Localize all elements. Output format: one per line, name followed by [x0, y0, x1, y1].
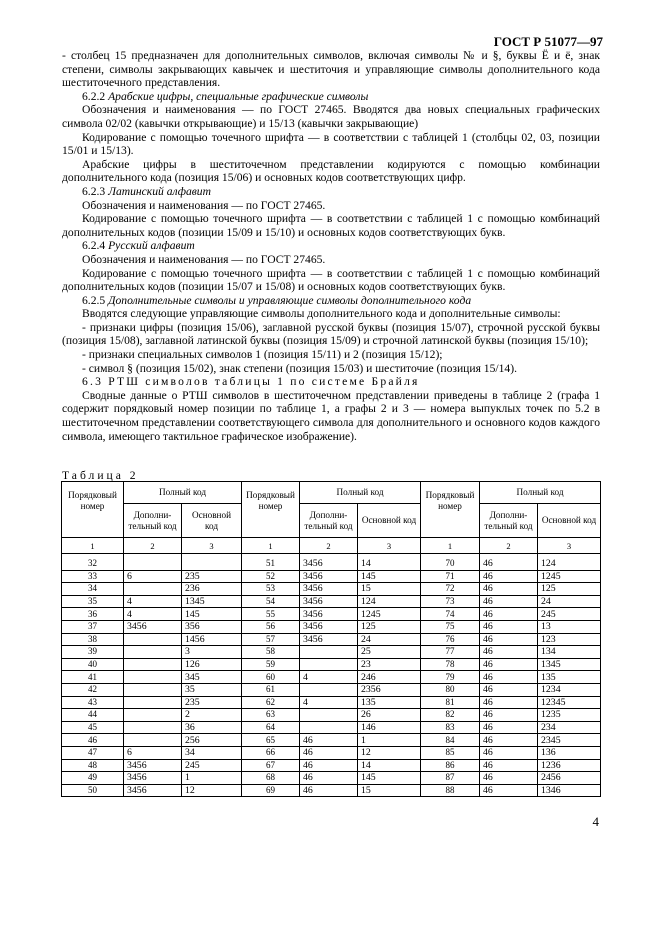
main-code-cell: 12 — [182, 784, 242, 797]
order-number-cell: 56 — [242, 620, 300, 633]
order-number-cell: 53 — [242, 583, 300, 596]
table-row — [62, 746, 601, 759]
main-code-cell: 2345 — [538, 734, 601, 747]
table-row — [62, 696, 601, 709]
additional-code-cell: 46 — [480, 721, 538, 734]
order-number-cell: 39 — [62, 646, 124, 659]
order-number-cell: 35 — [62, 595, 124, 608]
additional-code-cell: 46 — [300, 734, 358, 747]
additional-code-cell: 6 — [124, 570, 182, 583]
column-index: 2 — [300, 538, 358, 554]
order-number-cell: 33 — [62, 570, 124, 583]
additional-code-cell — [124, 583, 182, 596]
additional-code-cell: 46 — [480, 734, 538, 747]
additional-code-cell: 46 — [480, 595, 538, 608]
main-code-cell: 35 — [182, 683, 242, 696]
main-code-cell: 2456 — [538, 772, 601, 785]
braille-code-table — [61, 481, 601, 797]
column-index: 2 — [124, 538, 182, 554]
additional-code-cell — [124, 554, 182, 571]
main-code-cell: 126 — [182, 658, 242, 671]
order-number-cell: 79 — [421, 671, 480, 684]
additional-code-cell: 46 — [480, 784, 538, 797]
body-text — [62, 49, 600, 443]
order-number-cell: 66 — [242, 746, 300, 759]
order-number-cell: 77 — [421, 646, 480, 659]
section-heading: 6.3 РТШ символов таблицы 1 по системе Брайля — [82, 375, 420, 389]
main-code-cell: 2 — [182, 709, 242, 722]
additional-code-cell: 4 — [300, 696, 358, 709]
main-code-cell: 1236 — [538, 759, 601, 772]
table-row — [62, 595, 601, 608]
column-index: 3 — [358, 538, 421, 554]
section-number: 6.2.5 — [82, 293, 106, 307]
order-number-cell: 73 — [421, 595, 480, 608]
additional-code-cell: 46 — [480, 772, 538, 785]
main-code-cell: 1 — [182, 772, 242, 785]
header-order-number: Порядковый номер — [421, 482, 480, 538]
header-additional-code: Дополни-тельный код — [124, 504, 182, 538]
section-number: 6.2.2 — [82, 89, 106, 103]
order-number-cell: 61 — [242, 683, 300, 696]
paragraph: Вводятся следующие управляющие символы дополнительного кода и дополнительные символы: — [82, 307, 561, 321]
section-number: 6.2.4 — [82, 239, 106, 253]
additional-code-cell: 3456 — [300, 583, 358, 596]
header-additional-code: Дополни-тельный код — [480, 504, 538, 538]
table-row — [62, 633, 601, 646]
additional-code-cell: 4 — [124, 595, 182, 608]
additional-code-cell — [300, 683, 358, 696]
order-number-cell: 49 — [62, 772, 124, 785]
additional-code-cell — [124, 721, 182, 734]
order-number-cell: 51 — [242, 554, 300, 571]
table-row — [62, 608, 601, 621]
order-number-cell: 32 — [62, 554, 124, 571]
additional-code-cell — [124, 734, 182, 747]
main-code-cell: 3 — [182, 646, 242, 659]
order-number-cell: 43 — [62, 696, 124, 709]
main-code-cell: 125 — [538, 583, 601, 596]
table-row — [62, 583, 601, 596]
main-code-cell: 15 — [358, 583, 421, 596]
main-code-cell: 12345 — [538, 696, 601, 709]
order-number-cell: 60 — [242, 671, 300, 684]
main-code-cell: 1345 — [538, 658, 601, 671]
order-number-cell: 48 — [62, 759, 124, 772]
section-heading — [62, 185, 600, 199]
main-code-cell: 145 — [358, 772, 421, 785]
main-code-cell: 146 — [358, 721, 421, 734]
main-code-cell: 24 — [538, 595, 601, 608]
additional-code-cell — [300, 721, 358, 734]
additional-code-cell — [300, 658, 358, 671]
additional-code-cell: 3456 — [124, 772, 182, 785]
table-row — [62, 721, 601, 734]
order-number-cell: 40 — [62, 658, 124, 671]
table-body — [62, 554, 601, 797]
main-code-cell: 356 — [182, 620, 242, 633]
order-number-cell: 36 — [62, 608, 124, 621]
section-number: 6.2.3 — [82, 184, 106, 198]
main-code-cell: 135 — [538, 671, 601, 684]
additional-code-cell: 46 — [480, 683, 538, 696]
main-code-cell: 145 — [182, 608, 242, 621]
column-index: 3 — [182, 538, 242, 554]
main-code-cell: 245 — [182, 759, 242, 772]
header-main-code: Основной код — [358, 504, 421, 538]
additional-code-cell: 6 — [124, 746, 182, 759]
order-number-cell: 38 — [62, 633, 124, 646]
main-code-cell: 26 — [358, 709, 421, 722]
table-row — [62, 709, 601, 722]
main-code-cell: 235 — [182, 696, 242, 709]
additional-code-cell — [124, 671, 182, 684]
order-number-cell: 75 — [421, 620, 480, 633]
main-code-cell: 14 — [358, 759, 421, 772]
main-code-cell: 124 — [358, 595, 421, 608]
order-number-cell: 57 — [242, 633, 300, 646]
main-code-cell: 1346 — [538, 784, 601, 797]
column-index: 2 — [480, 538, 538, 554]
additional-code-cell — [300, 709, 358, 722]
order-number-cell: 54 — [242, 595, 300, 608]
additional-code-cell: 3456 — [124, 759, 182, 772]
header-additional-code: Дополни-тельный код — [300, 504, 358, 538]
main-code-cell: 14 — [358, 554, 421, 571]
main-code-cell: 1 — [358, 734, 421, 747]
order-number-cell: 52 — [242, 570, 300, 583]
order-number-cell: 34 — [62, 583, 124, 596]
paragraph: Обозначения и наименования — по ГОСТ 27465. — [82, 198, 326, 212]
additional-code-cell: 46 — [480, 608, 538, 621]
main-code-cell: 24 — [358, 633, 421, 646]
header-full-code: Полный код — [480, 482, 601, 504]
additional-code-cell: 46 — [480, 658, 538, 671]
additional-code-cell — [124, 696, 182, 709]
order-number-cell: 58 — [242, 646, 300, 659]
additional-code-cell: 3456 — [300, 554, 358, 571]
column-index: 1 — [242, 538, 300, 554]
additional-code-cell: 46 — [480, 759, 538, 772]
main-code-cell: 36 — [182, 721, 242, 734]
order-number-cell: 83 — [421, 721, 480, 734]
additional-code-cell — [124, 633, 182, 646]
order-number-cell: 47 — [62, 746, 124, 759]
header-main-code: Основной код — [538, 504, 601, 538]
main-code-cell: 25 — [358, 646, 421, 659]
paragraph: - столбец 15 предназначен для дополнительных символов, включая символы № и §, буквы Ё и ё, знак степени, символы закрывающих кавычек и шеститочия и управляющие символы дополнительного кода шеститочечного представления. — [62, 49, 600, 90]
header-full-code: Полный код — [300, 482, 421, 504]
order-number-cell: 50 — [62, 784, 124, 797]
main-code-cell: 134 — [538, 646, 601, 659]
order-number-cell: 69 — [242, 784, 300, 797]
list-item: - признаки цифры (позиция 15/06), заглавной русской буквы (позиция 15/07), строчной русской буквы (позиция 15/08), заглавной латинской буквы (позиция 15/09) и строчной латинской буквы (позиция 15/10); — [62, 320, 600, 348]
main-code-cell: 23 — [358, 658, 421, 671]
order-number-cell: 88 — [421, 784, 480, 797]
order-number-cell: 87 — [421, 772, 480, 785]
main-code-cell: 125 — [358, 620, 421, 633]
list-item: - символ § (позиция 15/02), знак степени (позиция 15/03) и шеститочие (позиция 15/14). — [82, 361, 517, 375]
order-number-cell: 62 — [242, 696, 300, 709]
table-row — [62, 646, 601, 659]
additional-code-cell: 46 — [480, 554, 538, 571]
main-code-cell: 124 — [538, 554, 601, 571]
main-code-cell: 246 — [358, 671, 421, 684]
table-row — [62, 671, 601, 684]
order-number-cell: 76 — [421, 633, 480, 646]
additional-code-cell: 3456 — [300, 608, 358, 621]
additional-code-cell: 46 — [480, 646, 538, 659]
main-code-cell: 1245 — [358, 608, 421, 621]
order-number-cell: 63 — [242, 709, 300, 722]
additional-code-cell: 46 — [480, 746, 538, 759]
additional-code-cell: 46 — [300, 772, 358, 785]
document-header: ГОСТ Р 51077—97 — [493, 34, 603, 49]
page-number: 4 — [592, 814, 599, 829]
main-code-cell: 1345 — [182, 595, 242, 608]
paragraph: Обозначения и наименования — по ГОСТ 27465. — [82, 252, 326, 266]
additional-code-cell: 3456 — [300, 633, 358, 646]
order-number-cell: 45 — [62, 721, 124, 734]
additional-code-cell: 46 — [480, 583, 538, 596]
main-code-cell: 136 — [538, 746, 601, 759]
main-code-cell: 1456 — [182, 633, 242, 646]
section-heading — [62, 294, 600, 308]
main-code-cell: 1245 — [538, 570, 601, 583]
order-number-cell: 70 — [421, 554, 480, 571]
main-code-cell — [182, 554, 242, 571]
main-code-cell: 123 — [538, 633, 601, 646]
main-code-cell: 34 — [182, 746, 242, 759]
order-number-cell: 42 — [62, 683, 124, 696]
column-index: 3 — [538, 538, 601, 554]
table-row — [62, 759, 601, 772]
order-number-cell: 59 — [242, 658, 300, 671]
table-row — [62, 683, 601, 696]
order-number-cell: 65 — [242, 734, 300, 747]
main-code-cell: 245 — [538, 608, 601, 621]
order-number-cell: 86 — [421, 759, 480, 772]
main-code-cell: 145 — [358, 570, 421, 583]
additional-code-cell: 46 — [480, 671, 538, 684]
additional-code-cell: 4 — [124, 608, 182, 621]
order-number-cell: 74 — [421, 608, 480, 621]
header-order-number: Порядковый номер — [242, 482, 300, 538]
order-number-cell: 81 — [421, 696, 480, 709]
paragraph: Кодирование с помощью точечного шрифта — в соответствии с таблицей 1 (столбцы 02, 03, позиции 15/01 и 15/13). — [62, 130, 600, 158]
paragraph: Обозначения и наименования — по ГОСТ 27465. Вводятся два новых специальных графических символа 02/02 (кавычки открывающие) и 15/13 (кавычки закрывающие) — [62, 103, 600, 130]
main-code-cell: 13 — [538, 620, 601, 633]
header-main-code: Основной код — [182, 504, 242, 538]
paragraph: Кодирование с помощью точечного шрифта — в соответствии с таблицей 1 с помощью комбинаций дополнительных кодов (позиции 15/07 и 15/08) и основных кодов соответствующих букв. — [62, 266, 600, 294]
additional-code-cell — [124, 646, 182, 659]
main-code-cell: 236 — [182, 583, 242, 596]
main-code-cell: 1234 — [538, 683, 601, 696]
table-row — [62, 554, 601, 571]
additional-code-cell: 3456 — [124, 784, 182, 797]
main-code-cell: 2356 — [358, 683, 421, 696]
list-item: - признаки специальных символов 1 (позиция 15/11) и 2 (позиция 15/12); — [82, 348, 443, 362]
order-number-cell: 82 — [421, 709, 480, 722]
order-number-cell: 78 — [421, 658, 480, 671]
header-order-number: Порядковый номер — [62, 482, 124, 538]
additional-code-cell: 46 — [480, 633, 538, 646]
main-code-cell: 1235 — [538, 709, 601, 722]
additional-code-cell: 4 — [300, 671, 358, 684]
table-caption: Таблица 2 — [62, 469, 139, 482]
paragraph: Сводные данные о РТШ символов в шеститочечном представлении приведены в таблице 2 (графа 1 содержит порядковый номер позиции по таблице 1, а графы 2 и 3 — номера выпуклых точек по 5.2 в шеститочечном представлении соответствующего символа для дополнительного и основного кодов каждого символа, имеющего тактильное графическое изображение). — [62, 388, 600, 443]
main-code-cell: 12 — [358, 746, 421, 759]
additional-code-cell: 46 — [300, 759, 358, 772]
additional-code-cell — [124, 683, 182, 696]
order-number-cell: 72 — [421, 583, 480, 596]
main-code-cell: 345 — [182, 671, 242, 684]
order-number-cell: 64 — [242, 721, 300, 734]
additional-code-cell: 3456 — [300, 570, 358, 583]
header-full-code: Полный код — [124, 482, 242, 504]
section-heading — [62, 239, 600, 253]
additional-code-cell: 3456 — [124, 620, 182, 633]
table-row — [62, 772, 601, 785]
column-index: 1 — [62, 538, 124, 554]
order-number-cell: 80 — [421, 683, 480, 696]
order-number-cell: 85 — [421, 746, 480, 759]
main-code-cell: 235 — [182, 570, 242, 583]
section-title: Дополнительные символы и управляющие символы дополнительного кода — [108, 293, 472, 307]
section-title: Русский алфавит — [108, 239, 195, 253]
column-index: 1 — [421, 538, 480, 554]
additional-code-cell — [300, 646, 358, 659]
additional-code-cell: 46 — [300, 746, 358, 759]
main-code-cell: 135 — [358, 696, 421, 709]
additional-code-cell — [124, 658, 182, 671]
additional-code-cell: 46 — [480, 570, 538, 583]
order-number-cell: 68 — [242, 772, 300, 785]
order-number-cell: 44 — [62, 709, 124, 722]
additional-code-cell: 3456 — [300, 620, 358, 633]
table-row — [62, 620, 601, 633]
order-number-cell: 55 — [242, 608, 300, 621]
order-number-cell: 71 — [421, 570, 480, 583]
section-title: Латинский алфавит — [108, 184, 211, 198]
order-number-cell: 37 — [62, 620, 124, 633]
order-number-cell: 41 — [62, 671, 124, 684]
additional-code-cell: 46 — [480, 620, 538, 633]
additional-code-cell — [124, 709, 182, 722]
table-row — [62, 570, 601, 583]
section-heading — [62, 90, 600, 104]
additional-code-cell: 46 — [480, 696, 538, 709]
table-row — [62, 658, 601, 671]
paragraph: Кодирование с помощью точечного шрифта — в соответствии с таблицей 1 с помощью комбинаций дополнительных кодов (позиции 15/09 и 15/10) и основных кодов соответствующих букв. — [62, 212, 600, 239]
additional-code-cell: 46 — [300, 784, 358, 797]
main-code-cell: 234 — [538, 721, 601, 734]
additional-code-cell: 46 — [480, 709, 538, 722]
table-row — [62, 784, 601, 797]
order-number-cell: 46 — [62, 734, 124, 747]
main-code-cell: 15 — [358, 784, 421, 797]
order-number-cell: 67 — [242, 759, 300, 772]
main-code-cell: 256 — [182, 734, 242, 747]
additional-code-cell: 3456 — [300, 595, 358, 608]
section-title: Арабские цифры, специальные графические символы — [108, 89, 369, 103]
order-number-cell: 84 — [421, 734, 480, 747]
paragraph: Арабские цифры в шеститочечном представлении кодируются с помощью комбинации дополнительного кода (позиция 15/06) и основных кодов соответствующих цифр. — [62, 157, 600, 185]
table-row — [62, 734, 601, 747]
